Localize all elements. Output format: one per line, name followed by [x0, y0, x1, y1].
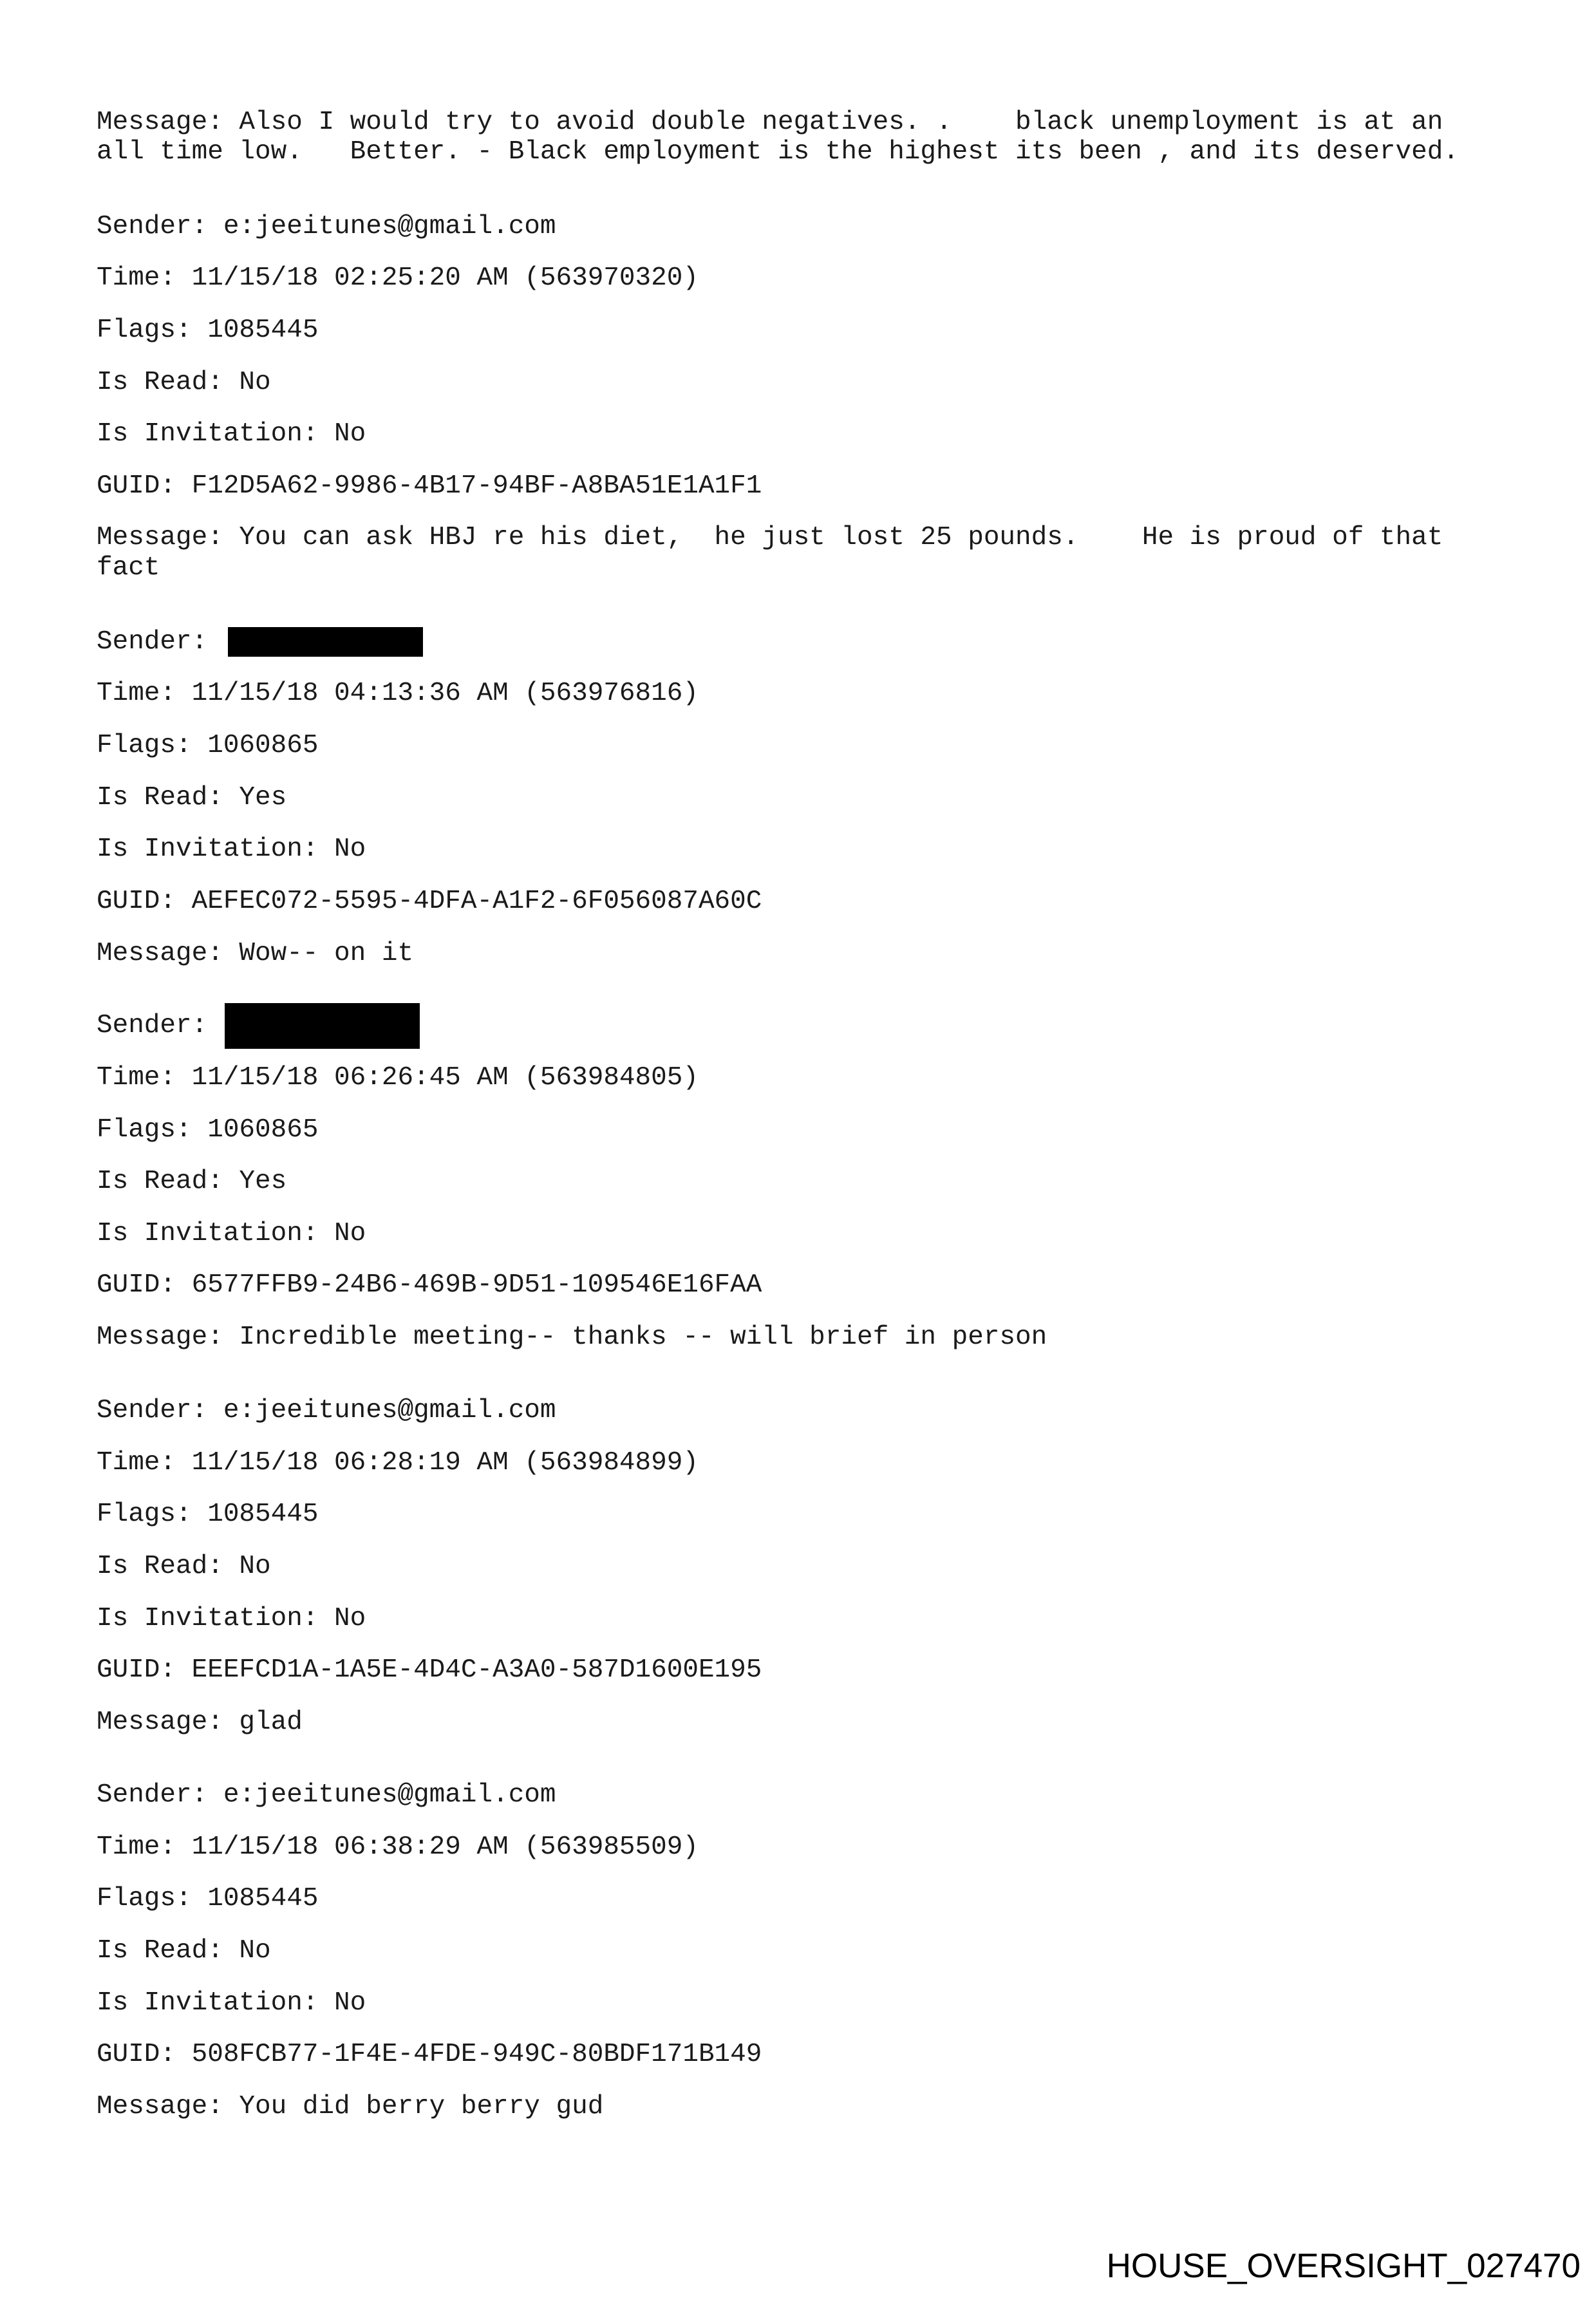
record-time: Time: 11/15/18 06:38:29 AM (563985509) [97, 1832, 699, 1862]
record-guid: GUID: EEEFCD1A-1A5E-4D4C-A3A0-587D1600E195 [97, 1655, 762, 1685]
intro-message-line-2: all time low. Better. - Black employment is the highest its been , and its deserved. [97, 137, 1459, 167]
record-time: Time: 11/15/18 04:13:36 AM (563976816) [97, 679, 699, 708]
record-message-line-2: fact [97, 553, 160, 583]
record-flags: Flags: 1060865 [97, 731, 319, 760]
record-is-invitation: Is Invitation: No [97, 834, 366, 864]
record-is-invitation: Is Invitation: No [97, 419, 366, 449]
bates-number: HOUSE_OVERSIGHT_027470 [1106, 2247, 1581, 2285]
record-time: Time: 11/15/18 06:26:45 AM (563984805) [97, 1063, 699, 1093]
record-message-line-1: Message: Wow-- on it [97, 939, 414, 968]
record-is-invitation: Is Invitation: No [97, 1988, 366, 2018]
record-flags: Flags: 1060865 [97, 1115, 319, 1145]
redaction-box [225, 1003, 420, 1049]
record-is-read: Is Read: No [97, 1552, 271, 1581]
record-guid: GUID: AEFEC072-5595-4DFA-A1F2-6F056087A60C [97, 887, 762, 916]
record-message-line-1: Message: glad [97, 1707, 303, 1737]
record-is-read: Is Read: No [97, 368, 271, 397]
record-sender: Sender: [97, 1011, 208, 1040]
record-time: Time: 11/15/18 02:25:20 AM (563970320) [97, 263, 699, 293]
record-message-line-1: Message: You can ask HBJ re his diet, he just lost 25 pounds. He is proud of that [97, 523, 1443, 552]
record-is-read: Is Read: Yes [97, 1167, 287, 1196]
intro-message-line-1: Message: Also I would try to avoid double negatives. . black unemployment is at an [97, 108, 1443, 137]
record-sender: Sender: e:jeeitunes@gmail.com [97, 212, 556, 241]
record-is-invitation: Is Invitation: No [97, 1219, 366, 1248]
record-flags: Flags: 1085445 [97, 1499, 319, 1529]
record-is-read: Is Read: No [97, 1936, 271, 1966]
redaction-box [228, 627, 423, 657]
record-flags: Flags: 1085445 [97, 315, 319, 345]
record-is-invitation: Is Invitation: No [97, 1604, 366, 1633]
record-guid: GUID: F12D5A62-9986-4B17-94BF-A8BA51E1A1F1 [97, 471, 762, 501]
record-sender: Sender: e:jeeitunes@gmail.com [97, 1396, 556, 1425]
record-guid: GUID: 508FCB77-1F4E-4FDE-949C-80BDF171B149 [97, 2040, 762, 2069]
record-time: Time: 11/15/18 06:28:19 AM (563984899) [97, 1448, 699, 1478]
record-sender: Sender: [97, 627, 208, 657]
record-guid: GUID: 6577FFB9-24B6-469B-9D51-109546E16FAA [97, 1270, 762, 1300]
record-is-read: Is Read: Yes [97, 783, 287, 813]
record-flags: Flags: 1085445 [97, 1884, 319, 1913]
record-sender: Sender: e:jeeitunes@gmail.com [97, 1780, 556, 1810]
record-message-line-1: Message: Incredible meeting-- thanks -- will brief in person [97, 1322, 1047, 1352]
record-message-line-1: Message: You did berry berry gud [97, 2092, 604, 2121]
